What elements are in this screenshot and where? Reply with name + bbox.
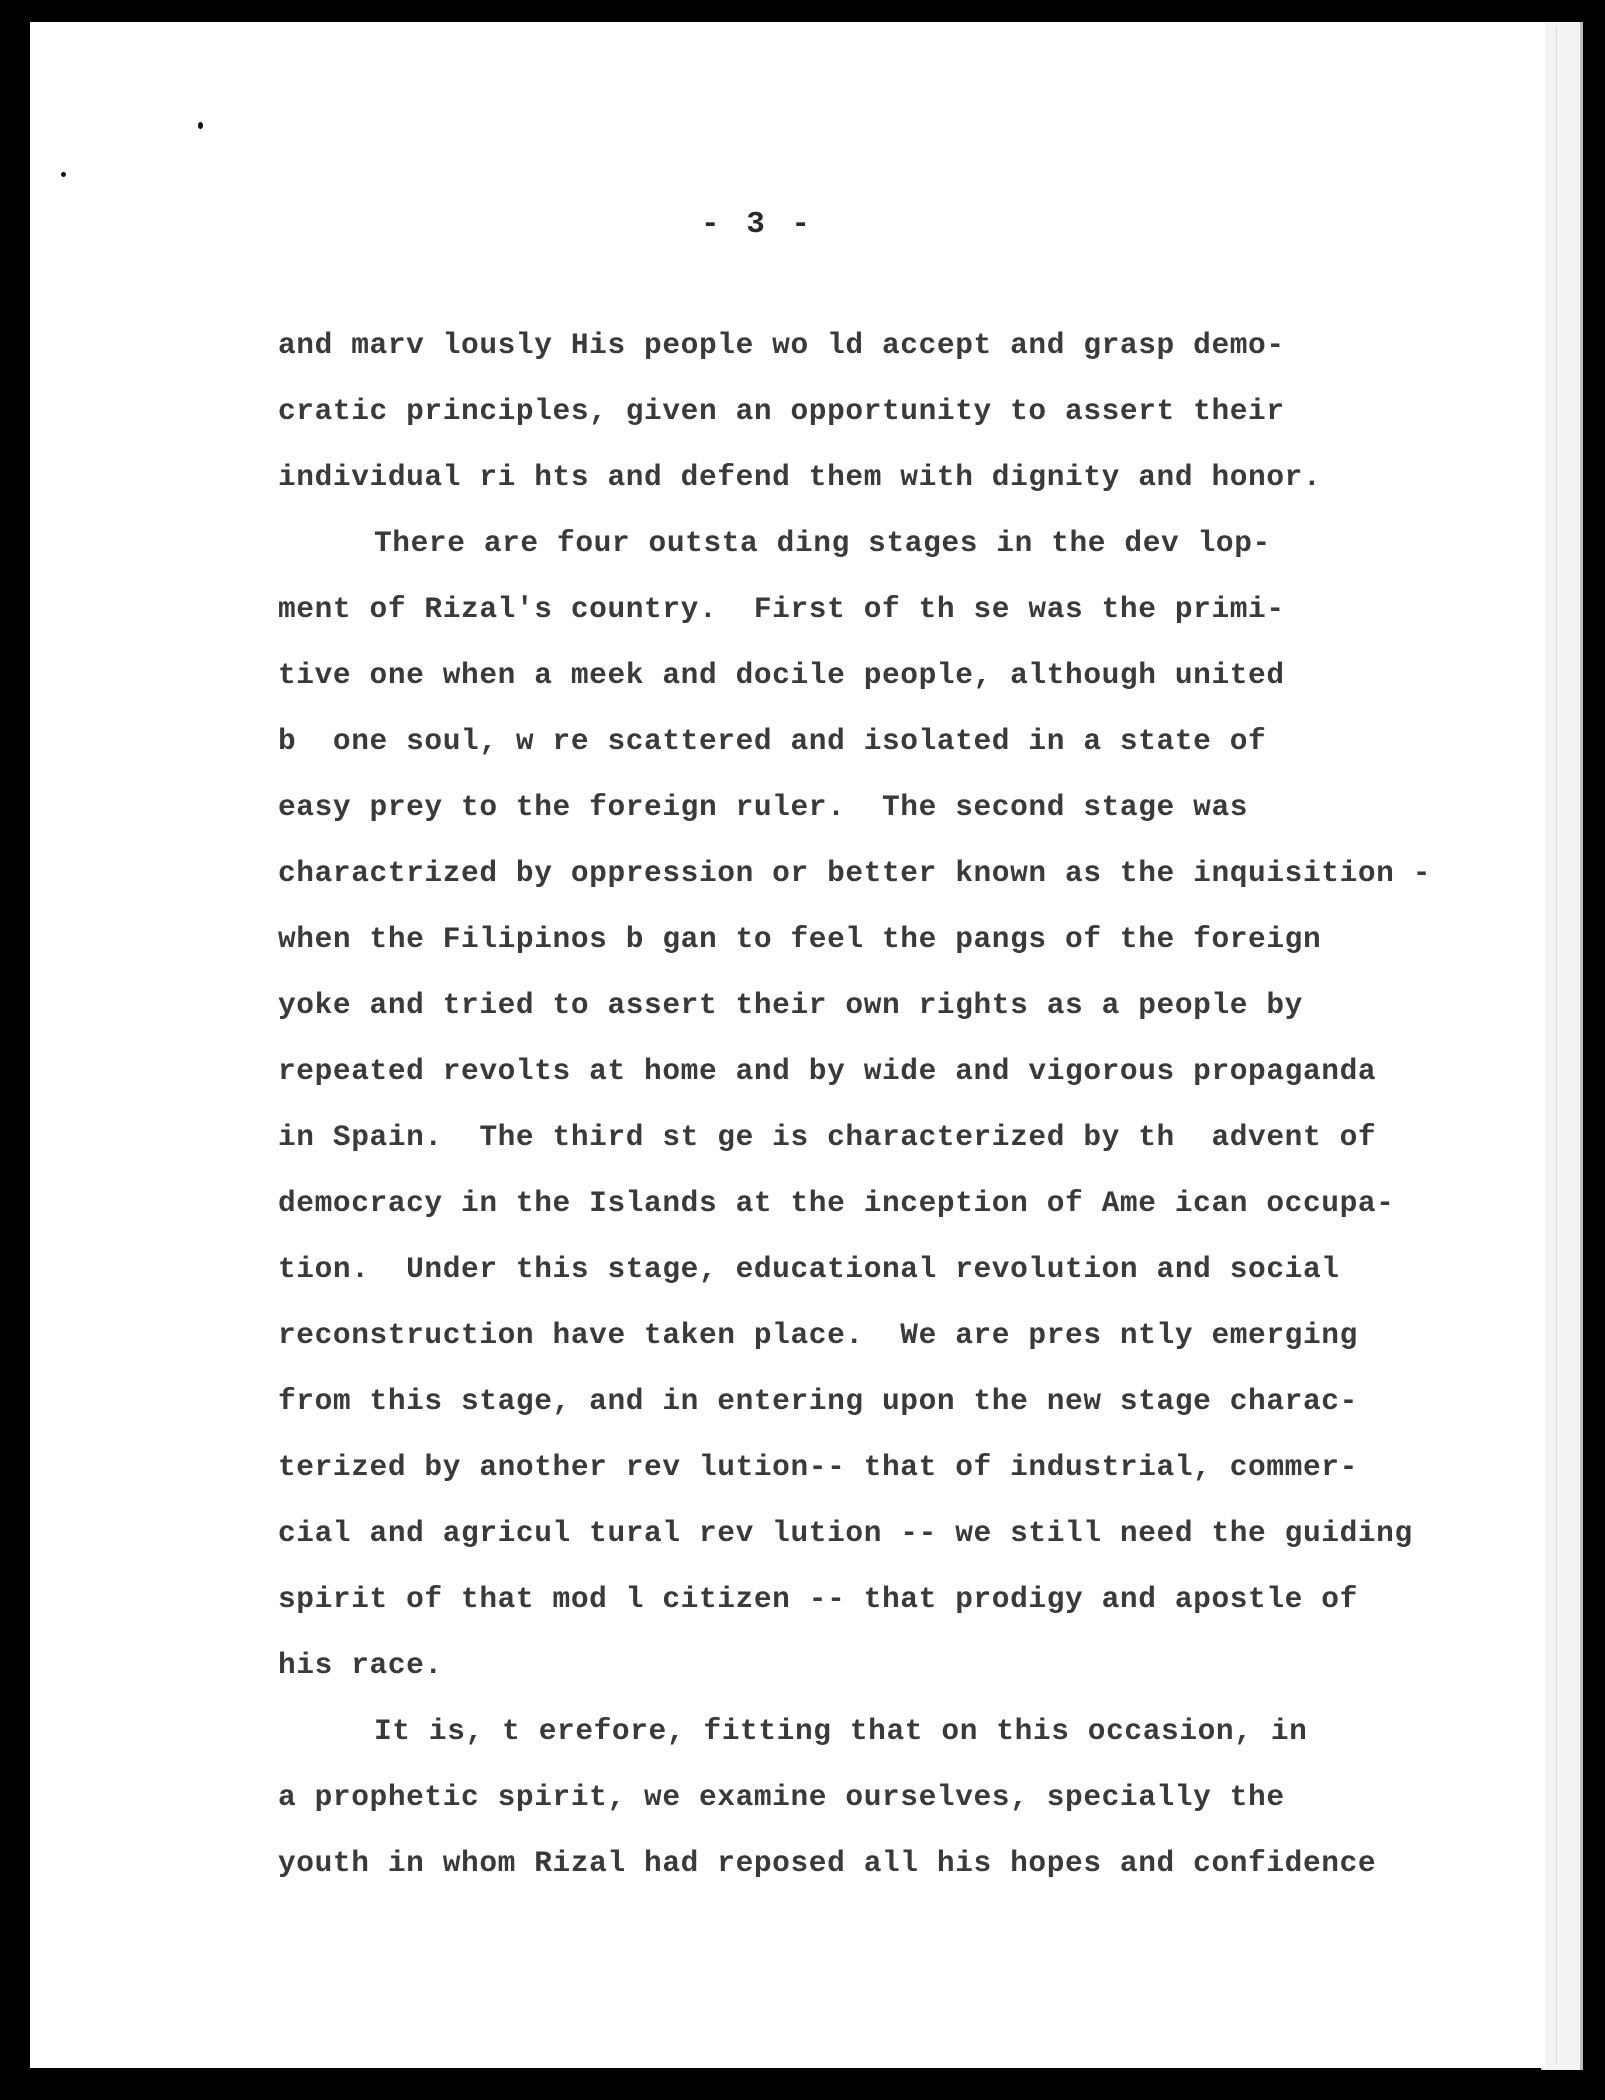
text-line: charactrized by oppression or better known as the inquisition - bbox=[278, 856, 1432, 890]
text-line: when the Filipinos b gan to feel the pangs of the foreign bbox=[278, 922, 1322, 956]
page-number: - 3 - bbox=[700, 207, 814, 242]
body-text bbox=[278, 312, 1528, 1896]
text-line: individual ri hts and defend them with dignity and honor. bbox=[278, 460, 1322, 494]
paragraph bbox=[278, 510, 1528, 1698]
ink-speck bbox=[198, 122, 203, 129]
document-page bbox=[30, 22, 1545, 2068]
text-line: easy prey to the foreign ruler. The second stage was bbox=[278, 790, 1249, 824]
text-line: tive one when a meek and docile people, although united bbox=[278, 658, 1285, 692]
text-line: a prophetic spirit, we examine ourselves, specially the bbox=[278, 1780, 1285, 1814]
text-line: in Spain. The third st ge is characterized by th advent of bbox=[278, 1120, 1377, 1154]
text-line: ment of Rizal's country. First of th se was the primi- bbox=[278, 592, 1285, 626]
text-line: It is, t erefore, fitting that on this occasion, in bbox=[374, 1714, 1308, 1748]
text-line: repeated revolts at home and by wide and vigorous propaganda bbox=[278, 1054, 1377, 1088]
underlying-page-edge-line bbox=[1556, 26, 1575, 2064]
ink-speck bbox=[61, 172, 66, 177]
text-line: from this stage, and in entering upon the new stage charac- bbox=[278, 1384, 1358, 1418]
text-line: and marv lously His people wo ld accept and grasp demo- bbox=[278, 328, 1285, 362]
text-line: terized by another rev lution-- that of industrial, commer- bbox=[278, 1450, 1358, 1484]
text-line: cratic principles, given an opportunity to assert their bbox=[278, 394, 1285, 428]
text-line: yoke and tried to assert their own rights as a people by bbox=[278, 988, 1303, 1022]
text-line: democracy in the Islands at the inception of Ame ican occupa- bbox=[278, 1186, 1395, 1220]
text-line: cial and agricul tural rev lution -- we still need the guiding bbox=[278, 1516, 1413, 1550]
text-line: b one soul, w re scattered and isolated in a state of bbox=[278, 724, 1267, 758]
text-line: There are four outsta ding stages in the dev lop- bbox=[374, 526, 1271, 560]
paragraph bbox=[278, 1698, 1528, 1896]
text-line: spirit of that mod l citizen -- that prodigy and apostle of bbox=[278, 1582, 1358, 1616]
text-line: tion. Under this stage, educational revolution and social bbox=[278, 1252, 1340, 1286]
text-line: youth in whom Rizal had reposed all his hopes and confidence bbox=[278, 1846, 1377, 1880]
text-line: reconstruction have taken place. We are pres ntly emerging bbox=[278, 1318, 1358, 1352]
text-line: his race. bbox=[278, 1648, 443, 1682]
paragraph bbox=[278, 312, 1528, 510]
